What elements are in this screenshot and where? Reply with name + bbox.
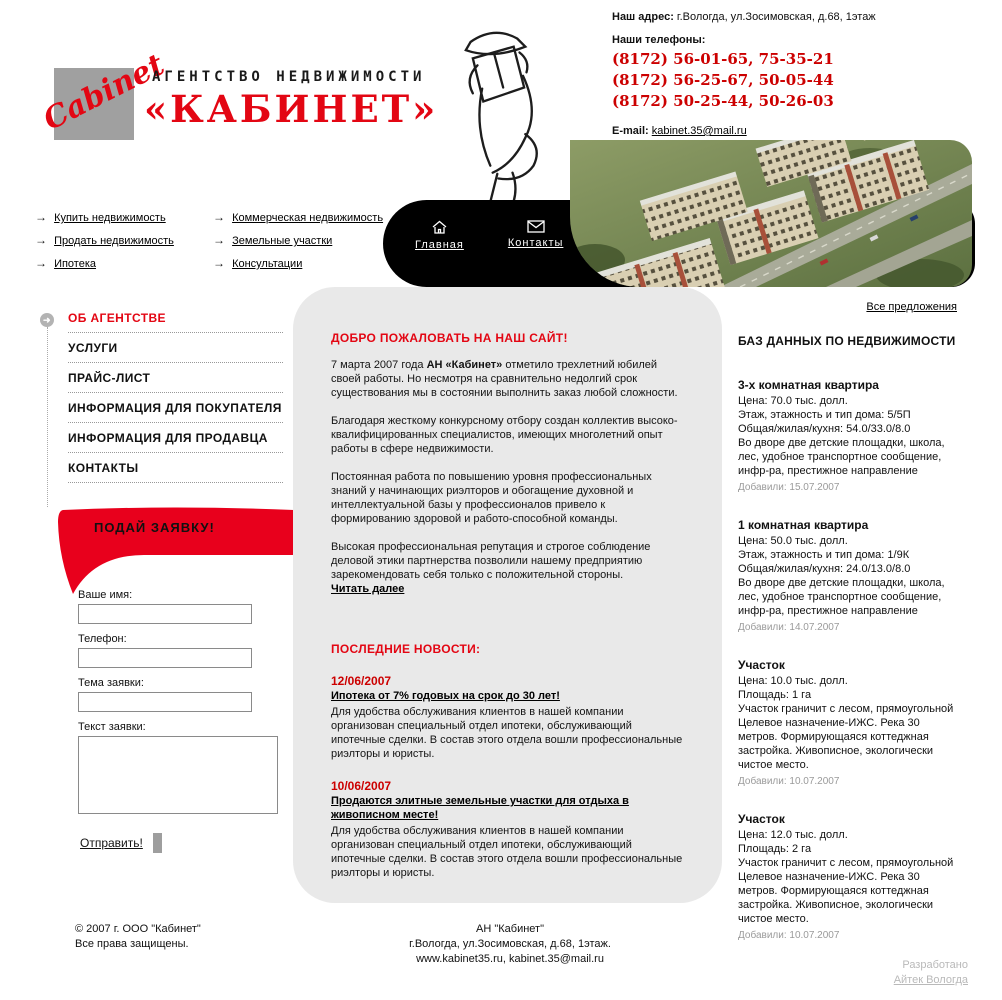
logo <box>37 35 560 215</box>
sidebar-item-label: КОНТАКТЫ <box>68 461 139 475</box>
email-link[interactable]: kabinet.35@mail.ru <box>651 125 747 137</box>
phone-line: (8172) 56-25-67, 50-05-44 <box>612 71 834 89</box>
sidebar-menu <box>43 303 283 483</box>
arrow-icon: → <box>213 256 225 270</box>
news-link[interactable]: Ипотека от 7% годовых на срок до 30 лет! <box>331 690 560 702</box>
listing-item <box>738 658 957 789</box>
submit-button-block <box>153 833 162 853</box>
welcome-paragraph-3: Постоянная работа по повышению уровня профессиональных знаний у начинающих риэлторов и обогащение духовной и интеллектуальной базы у профессионалов привело к формированию здоровой и работо-способной команды. <box>331 471 652 525</box>
arrow-icon: → <box>213 210 225 224</box>
sidebar-item-about[interactable] <box>43 303 283 333</box>
news-item <box>331 779 686 880</box>
listing-line: Участок граничит с лесом, прямоугольной Целевое назначение-ИЖС. Река 30 метров. Формирующаяся коттеджная застройка. Живописное, экологически чистое место. <box>738 857 954 925</box>
nav-contacts[interactable] <box>508 220 564 251</box>
arrow-icon: → <box>35 233 47 247</box>
listing-added-date: Добавили: 15.07.2007 <box>738 482 840 493</box>
p1-bold: АН «Кабинет» <box>426 359 503 371</box>
listing-item <box>738 378 957 495</box>
nav-link-label[interactable]: Коммерческая недвижимость <box>232 212 384 224</box>
logo-name: «КАБИНЕТ» <box>144 87 439 131</box>
listings-column <box>738 300 957 966</box>
listing-item <box>738 812 957 943</box>
p1-after: отметило трехлетний юбилей своей работы. Но несмотря на сравнительно недолгий срок существования мы в состоянии выполнить заказ любой сложности. <box>331 359 678 399</box>
main-content-panel <box>293 287 722 903</box>
listing-line: Участок граничит с лесом, прямоугольной Целевое назначение-ИЖС. Река 30 метров. Формирующаяся коттеджная застройка. Живописное, экологически чистое место. <box>738 703 954 771</box>
listing-added-date: Добавили: 10.07.2007 <box>738 930 840 941</box>
news-text: Для удобства обслуживания клиентов в нашей компании организован специальный отдел ипотеки, обслуживающий ипотечные сделки. В состав этого отдела вошли профессиональные риэлторы и юристы. <box>331 825 683 879</box>
listing-title: 1 комнатная квартира <box>738 518 869 532</box>
nav-item-mortgage[interactable] <box>35 256 210 270</box>
nav-link-label[interactable]: Земельные участки <box>232 235 333 247</box>
developer-link[interactable]: Айтек Вологда <box>893 974 968 986</box>
listing-line: Площадь: 1 га <box>738 689 812 701</box>
request-form <box>78 589 288 853</box>
footer-address-line: г.Вологда, ул.Зосимовская, д.68, 1этаж. <box>409 938 611 950</box>
message-label: Текст заявки: <box>78 721 146 733</box>
news-date: 12/06/2007 <box>331 674 392 688</box>
footer-copyright <box>75 922 201 952</box>
news-link[interactable]: Продаются элитные земельные участки для отдыха в живописном месте! <box>331 795 629 821</box>
developer-label: Разработано <box>902 959 968 971</box>
message-textarea[interactable] <box>78 736 278 814</box>
listing-added-date: Добавили: 14.07.2007 <box>738 622 840 633</box>
listing-line: Общая/жилая/кухня: 24.0/13.0/8.0 <box>738 563 911 575</box>
listing-title: Участок <box>738 812 785 826</box>
listings-heading: БАЗ ДАННЫХ ПО НЕДВИЖИМОСТИ <box>738 334 956 348</box>
sidebar-item-label: ОБ АГЕНТСТВЕ <box>68 311 166 325</box>
nav-item-commercial[interactable] <box>213 210 398 224</box>
sidebar-dotted-line <box>47 327 48 507</box>
nav-item-land[interactable] <box>213 233 398 247</box>
name-field[interactable] <box>78 604 252 624</box>
footer-site-email: www.kabinet35.ru, kabinet.35@mail.ru <box>416 953 604 965</box>
phone-list <box>612 49 992 112</box>
listing-line: Во дворе две детские площадки, школа, лес, удобное транспортное сообщение, инфр-ра, престижное направление <box>738 577 945 617</box>
listing-line: Цена: 50.0 тыс. долл. <box>738 535 848 547</box>
nav-item-consulting[interactable] <box>213 256 398 270</box>
news-text: Для удобства обслуживания клиентов в нашей компании организован специальный отдел ипотеки, обслуживающий ипотечные сделки. В состав этого отдела вошли профессиональные риэлторы и юристы. <box>331 706 683 760</box>
subject-label: Тема заявки: <box>78 677 144 689</box>
arrow-icon: → <box>35 256 47 270</box>
phone-field[interactable] <box>78 648 252 668</box>
listing-title: Участок <box>738 658 785 672</box>
home-icon <box>431 220 448 235</box>
nav-item-sell[interactable] <box>35 233 210 247</box>
developer-credit <box>894 958 968 988</box>
logo-script-text: Cabinet <box>37 47 171 138</box>
sidebar-item-seller-info[interactable] <box>68 423 283 453</box>
nav-contacts-label: Контакты <box>507 237 564 249</box>
listing-title: 3-х комнатная квартира <box>738 378 879 392</box>
arrow-icon: → <box>213 233 225 247</box>
listing-line: Этаж, этажность и тип дома: 5/5П <box>738 409 911 421</box>
request-banner <box>48 507 302 597</box>
listing-line: Общая/жилая/кухня: 54.0/33.0/8.0 <box>738 423 911 435</box>
sidebar-item-label: ПРАЙС-ЛИСТ <box>68 371 151 385</box>
nav-home[interactable] <box>415 220 464 251</box>
footer-address <box>300 922 720 967</box>
phone-label: Телефон: <box>78 633 127 645</box>
phone-line: (8172) 50-25-44, 50-26-03 <box>612 92 834 110</box>
sidebar-item-pricelist[interactable] <box>68 363 283 393</box>
listing-line: Цена: 10.0 тыс. долл. <box>738 675 848 687</box>
sidebar-item-label: ИНФОРМАЦИЯ ДЛЯ ПОКУПАТЕЛЯ <box>68 401 282 415</box>
address-value: г.Вологда, ул.Зосимовская, д.68, 1этаж <box>676 11 876 23</box>
submit-button[interactable] <box>78 833 162 853</box>
phones-label: Наши телефоны: <box>612 34 706 46</box>
listing-line: Этаж, этажность и тип дома: 1/9К <box>738 549 910 561</box>
address-label: Наш адрес: <box>612 11 674 23</box>
logo-tagline: АГЕНТСТВО НЕДВИЖИМОСТИ <box>152 69 426 85</box>
footer-company: АН "Кабинет" <box>476 923 544 935</box>
sidebar-item-services[interactable] <box>68 333 283 363</box>
address-row <box>612 10 992 24</box>
subject-field[interactable] <box>78 692 252 712</box>
welcome-paragraph-4: Высокая профессиональная репутация и строгое соблюдение деловой этики партнерства позволили нашему предприятию зарекомендовать себя только с положительной стороны. <box>331 541 651 581</box>
nav-link-label[interactable]: Продать недвижимость <box>54 235 174 247</box>
nav-item-buy[interactable] <box>35 210 210 224</box>
request-banner-title: ПОДАЙ ЗАЯВКУ! <box>94 520 215 535</box>
listing-line: Цена: 70.0 тыс. долл. <box>738 395 848 407</box>
copyright-line: © 2007 г. ООО "Кабинет" <box>75 923 201 935</box>
nav-home-label: Главная <box>415 239 464 251</box>
submit-label: Отправить! <box>80 836 143 850</box>
listing-item <box>738 518 957 635</box>
all-offers-link[interactable]: Все предложения <box>866 301 957 313</box>
sidebar-item-label: УСЛУГИ <box>68 341 118 355</box>
active-arrow-icon: ➜ <box>40 313 54 327</box>
listing-added-date: Добавили: 10.07.2007 <box>738 776 840 787</box>
news-title: ПОСЛЕДНИЕ НОВОСТИ: <box>331 642 481 656</box>
copyright-line: Все права защищены. <box>75 938 189 950</box>
p1-before: 7 марта 2007 года <box>331 359 427 371</box>
read-more-link[interactable]: Читать далее <box>331 583 405 595</box>
nav-link-label[interactable]: Ипотека <box>54 258 97 270</box>
sidebar-item-contacts[interactable] <box>68 453 283 483</box>
nav-link-label[interactable]: Консультации <box>232 258 303 270</box>
listing-line: Во дворе две детские площадки, школа, лес, удобное транспортное сообщение, инфр-ра, престижное направление <box>738 437 945 477</box>
phone-line: (8172) 56-01-65, 75-35-21 <box>612 50 834 68</box>
email-label: E-mail: <box>612 125 649 137</box>
name-label: Ваше имя: <box>78 589 133 601</box>
arrow-icon: → <box>35 210 47 224</box>
welcome-paragraph-1 <box>331 358 686 400</box>
welcome-title: ДОБРО ПОЖАЛОВАТЬ НА НАШ САЙТ! <box>331 331 568 345</box>
sidebar-item-buyer-info[interactable] <box>68 393 283 423</box>
news-date: 10/06/2007 <box>331 779 392 793</box>
news-item <box>331 674 686 761</box>
nav-link-label[interactable]: Купить недвижимость <box>54 212 166 224</box>
listing-line: Площадь: 2 га <box>738 843 812 855</box>
header-contacts <box>612 10 992 147</box>
sidebar-item-label: ИНФОРМАЦИЯ ДЛЯ ПРОДАВЦА <box>68 431 268 445</box>
welcome-paragraph-2: Благодаря жесткому конкурсному отбору создан коллектив высоко-квалифицированных специалистов, имеющих многолетний опыт работы в сфере недвижимости. <box>331 415 678 455</box>
mail-icon <box>527 220 545 233</box>
listing-line: Цена: 12.0 тыс. долл. <box>738 829 848 841</box>
buildings-photo <box>570 140 972 287</box>
